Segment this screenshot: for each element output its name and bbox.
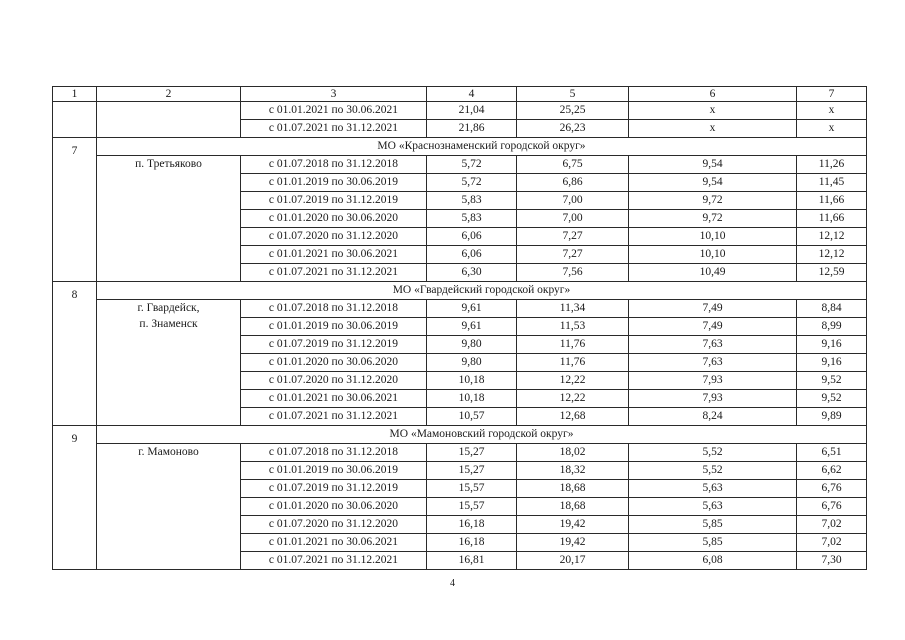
period-cell: с 01.01.2020 по 30.06.2020 [241, 354, 427, 372]
value-cell: 6,62 [797, 462, 867, 480]
period-cell: с 01.07.2021 по 31.12.2021 [241, 264, 427, 282]
value-cell: 6,06 [427, 228, 517, 246]
value-cell: х [797, 102, 867, 120]
locality-name: г. Мамоново [138, 446, 199, 458]
section-title: МО «Краснознаменский городской округ» [97, 138, 867, 156]
value-cell: 15,57 [427, 480, 517, 498]
column-header: 5 [517, 87, 629, 102]
value-cell: 11,53 [517, 318, 629, 336]
value-cell: 11,66 [797, 192, 867, 210]
value-cell: 7,00 [517, 210, 629, 228]
locality-name: г. Гвардейск, [137, 302, 200, 314]
value-cell: 7,93 [629, 372, 797, 390]
value-cell: 15,27 [427, 462, 517, 480]
value-cell: 9,61 [427, 318, 517, 336]
value-cell: 12,68 [517, 408, 629, 426]
value-cell: 9,61 [427, 300, 517, 318]
value-cell: х [629, 102, 797, 120]
section-number: 7 [53, 138, 97, 282]
section-title: МО «Гвардейский городской округ» [97, 282, 867, 300]
value-cell: 9,52 [797, 390, 867, 408]
value-cell: 16,18 [427, 516, 517, 534]
value-cell: 7,49 [629, 318, 797, 336]
section-title-row [53, 138, 867, 156]
value-cell: 20,17 [517, 552, 629, 570]
value-cell: 5,72 [427, 174, 517, 192]
value-cell: 6,86 [517, 174, 629, 192]
value-cell: 11,45 [797, 174, 867, 192]
value-cell: 5,83 [427, 210, 517, 228]
value-cell: х [629, 120, 797, 138]
value-cell: 12,22 [517, 372, 629, 390]
value-cell: 5,63 [629, 498, 797, 516]
value-cell: 6,51 [797, 444, 867, 462]
value-cell: 7,63 [629, 336, 797, 354]
value-cell: 6,76 [797, 480, 867, 498]
header-row [53, 87, 867, 102]
column-header: 6 [629, 87, 797, 102]
value-cell: 11,34 [517, 300, 629, 318]
period-cell: с 01.07.2019 по 31.12.2019 [241, 192, 427, 210]
locality-name: п. Знаменск [139, 318, 198, 330]
locality-cell [97, 444, 241, 570]
period-cell: с 01.07.2018 по 31.12.2018 [241, 156, 427, 174]
period-cell: с 01.01.2021 по 30.06.2021 [241, 102, 427, 120]
period-cell: с 01.01.2021 по 30.06.2021 [241, 534, 427, 552]
value-cell: 5,52 [629, 444, 797, 462]
column-header: 3 [241, 87, 427, 102]
value-cell: 5,72 [427, 156, 517, 174]
value-cell: 12,59 [797, 264, 867, 282]
table-row [53, 300, 867, 318]
section-title-row [53, 282, 867, 300]
value-cell: 18,32 [517, 462, 629, 480]
value-cell: 6,76 [797, 498, 867, 516]
value-cell: 7,30 [797, 552, 867, 570]
period-cell: с 01.07.2019 по 31.12.2019 [241, 480, 427, 498]
value-cell: 6,75 [517, 156, 629, 174]
value-cell: 25,25 [517, 102, 629, 120]
section-number: 8 [53, 282, 97, 426]
document-page [52, 86, 866, 570]
value-cell: 21,04 [427, 102, 517, 120]
period-cell: с 01.01.2021 по 30.06.2021 [241, 246, 427, 264]
locality-cell [97, 156, 241, 282]
value-cell: 7,63 [629, 354, 797, 372]
section-number: 9 [53, 426, 97, 570]
value-cell: 16,81 [427, 552, 517, 570]
value-cell: 10,49 [629, 264, 797, 282]
tariff-table [52, 86, 867, 570]
period-cell: с 01.07.2018 по 31.12.2018 [241, 300, 427, 318]
value-cell: 19,42 [517, 534, 629, 552]
period-cell: с 01.07.2020 по 31.12.2020 [241, 372, 427, 390]
number-cell [53, 102, 97, 138]
value-cell: 6,08 [629, 552, 797, 570]
column-header: 7 [797, 87, 867, 102]
table-row [53, 102, 867, 120]
value-cell: 21,86 [427, 120, 517, 138]
period-cell: с 01.01.2019 по 30.06.2019 [241, 318, 427, 336]
value-cell: 5,63 [629, 480, 797, 498]
value-cell: 18,02 [517, 444, 629, 462]
value-cell: 10,18 [427, 372, 517, 390]
value-cell: 7,93 [629, 390, 797, 408]
value-cell: 9,54 [629, 156, 797, 174]
value-cell: 18,68 [517, 480, 629, 498]
value-cell: 9,52 [797, 372, 867, 390]
value-cell: 15,57 [427, 498, 517, 516]
value-cell: 9,80 [427, 354, 517, 372]
value-cell: 9,72 [629, 192, 797, 210]
value-cell: 11,26 [797, 156, 867, 174]
value-cell: 7,49 [629, 300, 797, 318]
locality-name: п. Третьяково [135, 158, 202, 170]
value-cell: 10,18 [427, 390, 517, 408]
period-cell: с 01.07.2020 по 31.12.2020 [241, 228, 427, 246]
value-cell: 7,27 [517, 228, 629, 246]
value-cell: 18,68 [517, 498, 629, 516]
column-header: 2 [97, 87, 241, 102]
value-cell: 7,02 [797, 516, 867, 534]
value-cell: 10,10 [629, 246, 797, 264]
value-cell: 5,85 [629, 534, 797, 552]
column-header: 1 [53, 87, 97, 102]
value-cell: 6,30 [427, 264, 517, 282]
period-cell: с 01.07.2019 по 31.12.2019 [241, 336, 427, 354]
value-cell: 9,16 [797, 354, 867, 372]
value-cell: 5,85 [629, 516, 797, 534]
period-cell: с 01.01.2019 по 30.06.2019 [241, 174, 427, 192]
table-row [53, 156, 867, 174]
period-cell: с 01.07.2018 по 31.12.2018 [241, 444, 427, 462]
value-cell: 6,06 [427, 246, 517, 264]
value-cell: 9,89 [797, 408, 867, 426]
value-cell: 11,76 [517, 336, 629, 354]
value-cell: 9,54 [629, 174, 797, 192]
table-body [53, 87, 867, 570]
value-cell: 11,76 [517, 354, 629, 372]
period-cell: с 01.01.2019 по 30.06.2019 [241, 462, 427, 480]
value-cell: 7,02 [797, 534, 867, 552]
value-cell: 7,56 [517, 264, 629, 282]
value-cell: 19,42 [517, 516, 629, 534]
page-number: 4 [450, 578, 455, 589]
period-cell: с 01.07.2021 по 31.12.2021 [241, 408, 427, 426]
value-cell: 8,84 [797, 300, 867, 318]
value-cell: 7,00 [517, 192, 629, 210]
value-cell: 9,80 [427, 336, 517, 354]
value-cell: 8,24 [629, 408, 797, 426]
column-header: 4 [427, 87, 517, 102]
value-cell: 5,83 [427, 192, 517, 210]
period-cell: с 01.07.2020 по 31.12.2020 [241, 516, 427, 534]
value-cell: 8,99 [797, 318, 867, 336]
section-title-row [53, 426, 867, 444]
value-cell: 9,16 [797, 336, 867, 354]
value-cell: 10,10 [629, 228, 797, 246]
locality-cell [97, 102, 241, 138]
period-cell: с 01.01.2020 по 30.06.2020 [241, 498, 427, 516]
period-cell: с 01.01.2021 по 30.06.2021 [241, 390, 427, 408]
value-cell: 11,66 [797, 210, 867, 228]
table-row [53, 444, 867, 462]
section-title: МО «Мамоновский городской округ» [97, 426, 867, 444]
value-cell: 12,12 [797, 246, 867, 264]
value-cell: 16,18 [427, 534, 517, 552]
value-cell: 12,22 [517, 390, 629, 408]
locality-cell [97, 300, 241, 426]
value-cell: 5,52 [629, 462, 797, 480]
value-cell: 9,72 [629, 210, 797, 228]
period-cell: с 01.07.2021 по 31.12.2021 [241, 552, 427, 570]
value-cell: х [797, 120, 867, 138]
value-cell: 26,23 [517, 120, 629, 138]
period-cell: с 01.01.2020 по 30.06.2020 [241, 210, 427, 228]
value-cell: 10,57 [427, 408, 517, 426]
value-cell: 15,27 [427, 444, 517, 462]
value-cell: 12,12 [797, 228, 867, 246]
period-cell: с 01.07.2021 по 31.12.2021 [241, 120, 427, 138]
value-cell: 7,27 [517, 246, 629, 264]
